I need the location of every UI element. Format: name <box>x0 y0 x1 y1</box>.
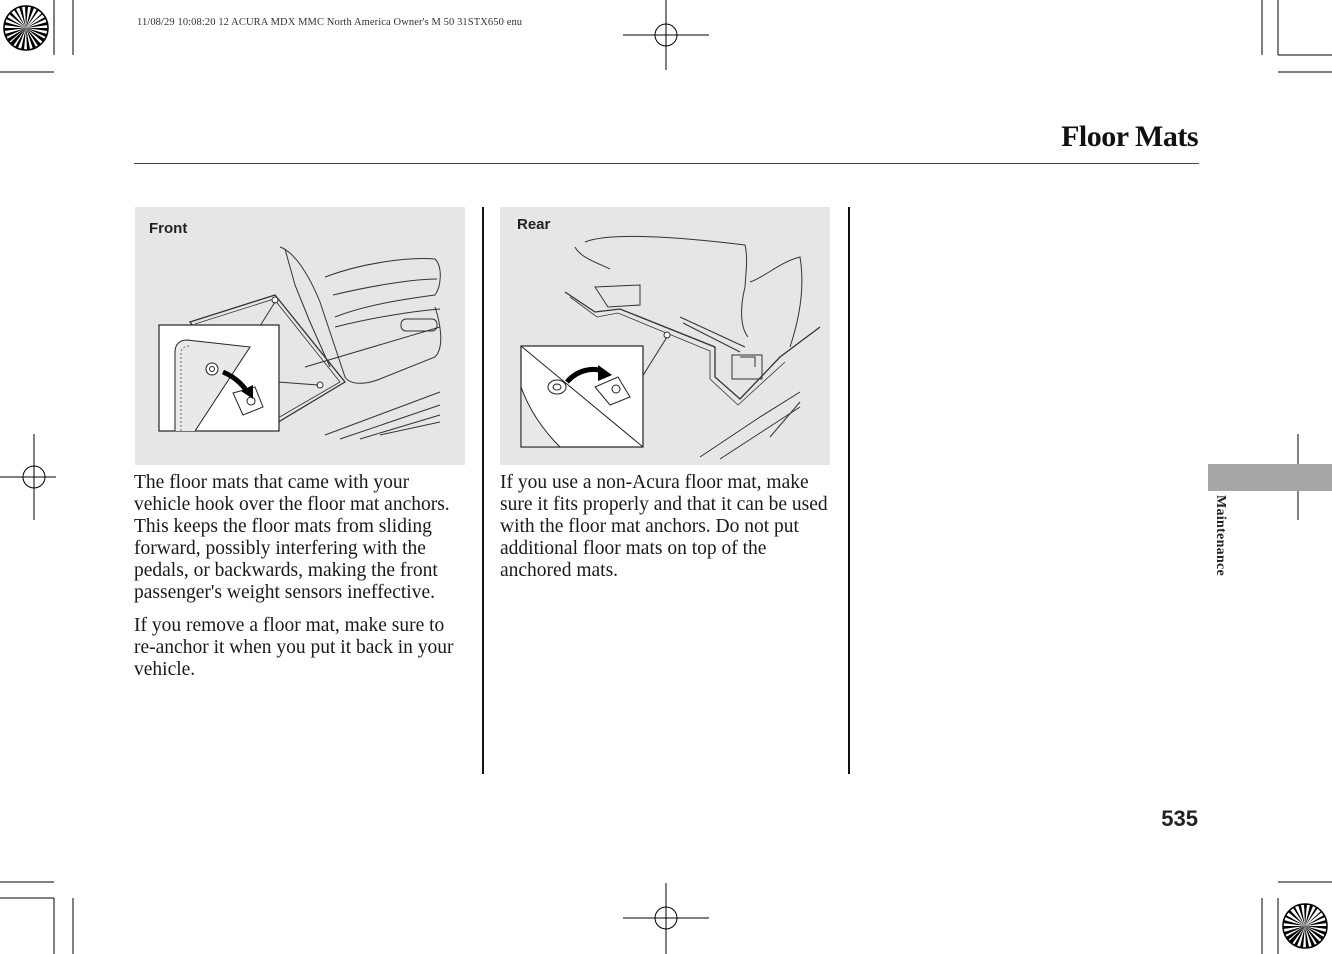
middle-column-text <box>500 472 830 593</box>
paragraph: If you remove a floor mat, make sure to re-anchor it when you put it back in your vehicle. <box>134 615 454 680</box>
registration-starburst-bottom-right <box>1283 904 1327 948</box>
column-divider-2 <box>848 207 850 774</box>
registration-cross-bottom <box>623 883 709 954</box>
section-tab <box>1208 464 1332 491</box>
registration-starburst-top-left <box>4 6 48 50</box>
rear-figure-label: Rear <box>517 216 551 233</box>
front-figure-label: Front <box>149 220 188 237</box>
section-tab-label: Maintenance <box>1213 495 1228 577</box>
paragraph: The floor mats that came with your vehicle hook over the floor mat anchors. This keeps the floor mats from sliding forward, possibly interfering with the pedals, or backwards, making the front passenger's weight sensors ineffective. <box>134 472 450 603</box>
left-column-text <box>134 472 469 692</box>
front-floor-mat-illustration <box>135 207 465 465</box>
front-figure <box>135 207 465 465</box>
rear-floor-mat-illustration <box>500 207 830 465</box>
page-number: 535 <box>1161 806 1198 831</box>
page-title: Floor Mats <box>1061 120 1198 153</box>
paragraph: If you use a non-Acura floor mat, make sure it fits properly and that it can be used with the floor mat anchors. Do not put additional floor mats on top of the anchored mats. <box>500 472 828 581</box>
registration-cross-top <box>623 0 709 70</box>
print-header: 11/08/29 10:08:20 12 ACURA MDX MMC North America Owner's M 50 31STX650 enu <box>137 17 523 28</box>
registration-cross-left <box>0 434 56 520</box>
title-rule <box>134 163 1199 164</box>
rear-figure <box>500 207 830 465</box>
column-divider-1 <box>482 207 484 774</box>
